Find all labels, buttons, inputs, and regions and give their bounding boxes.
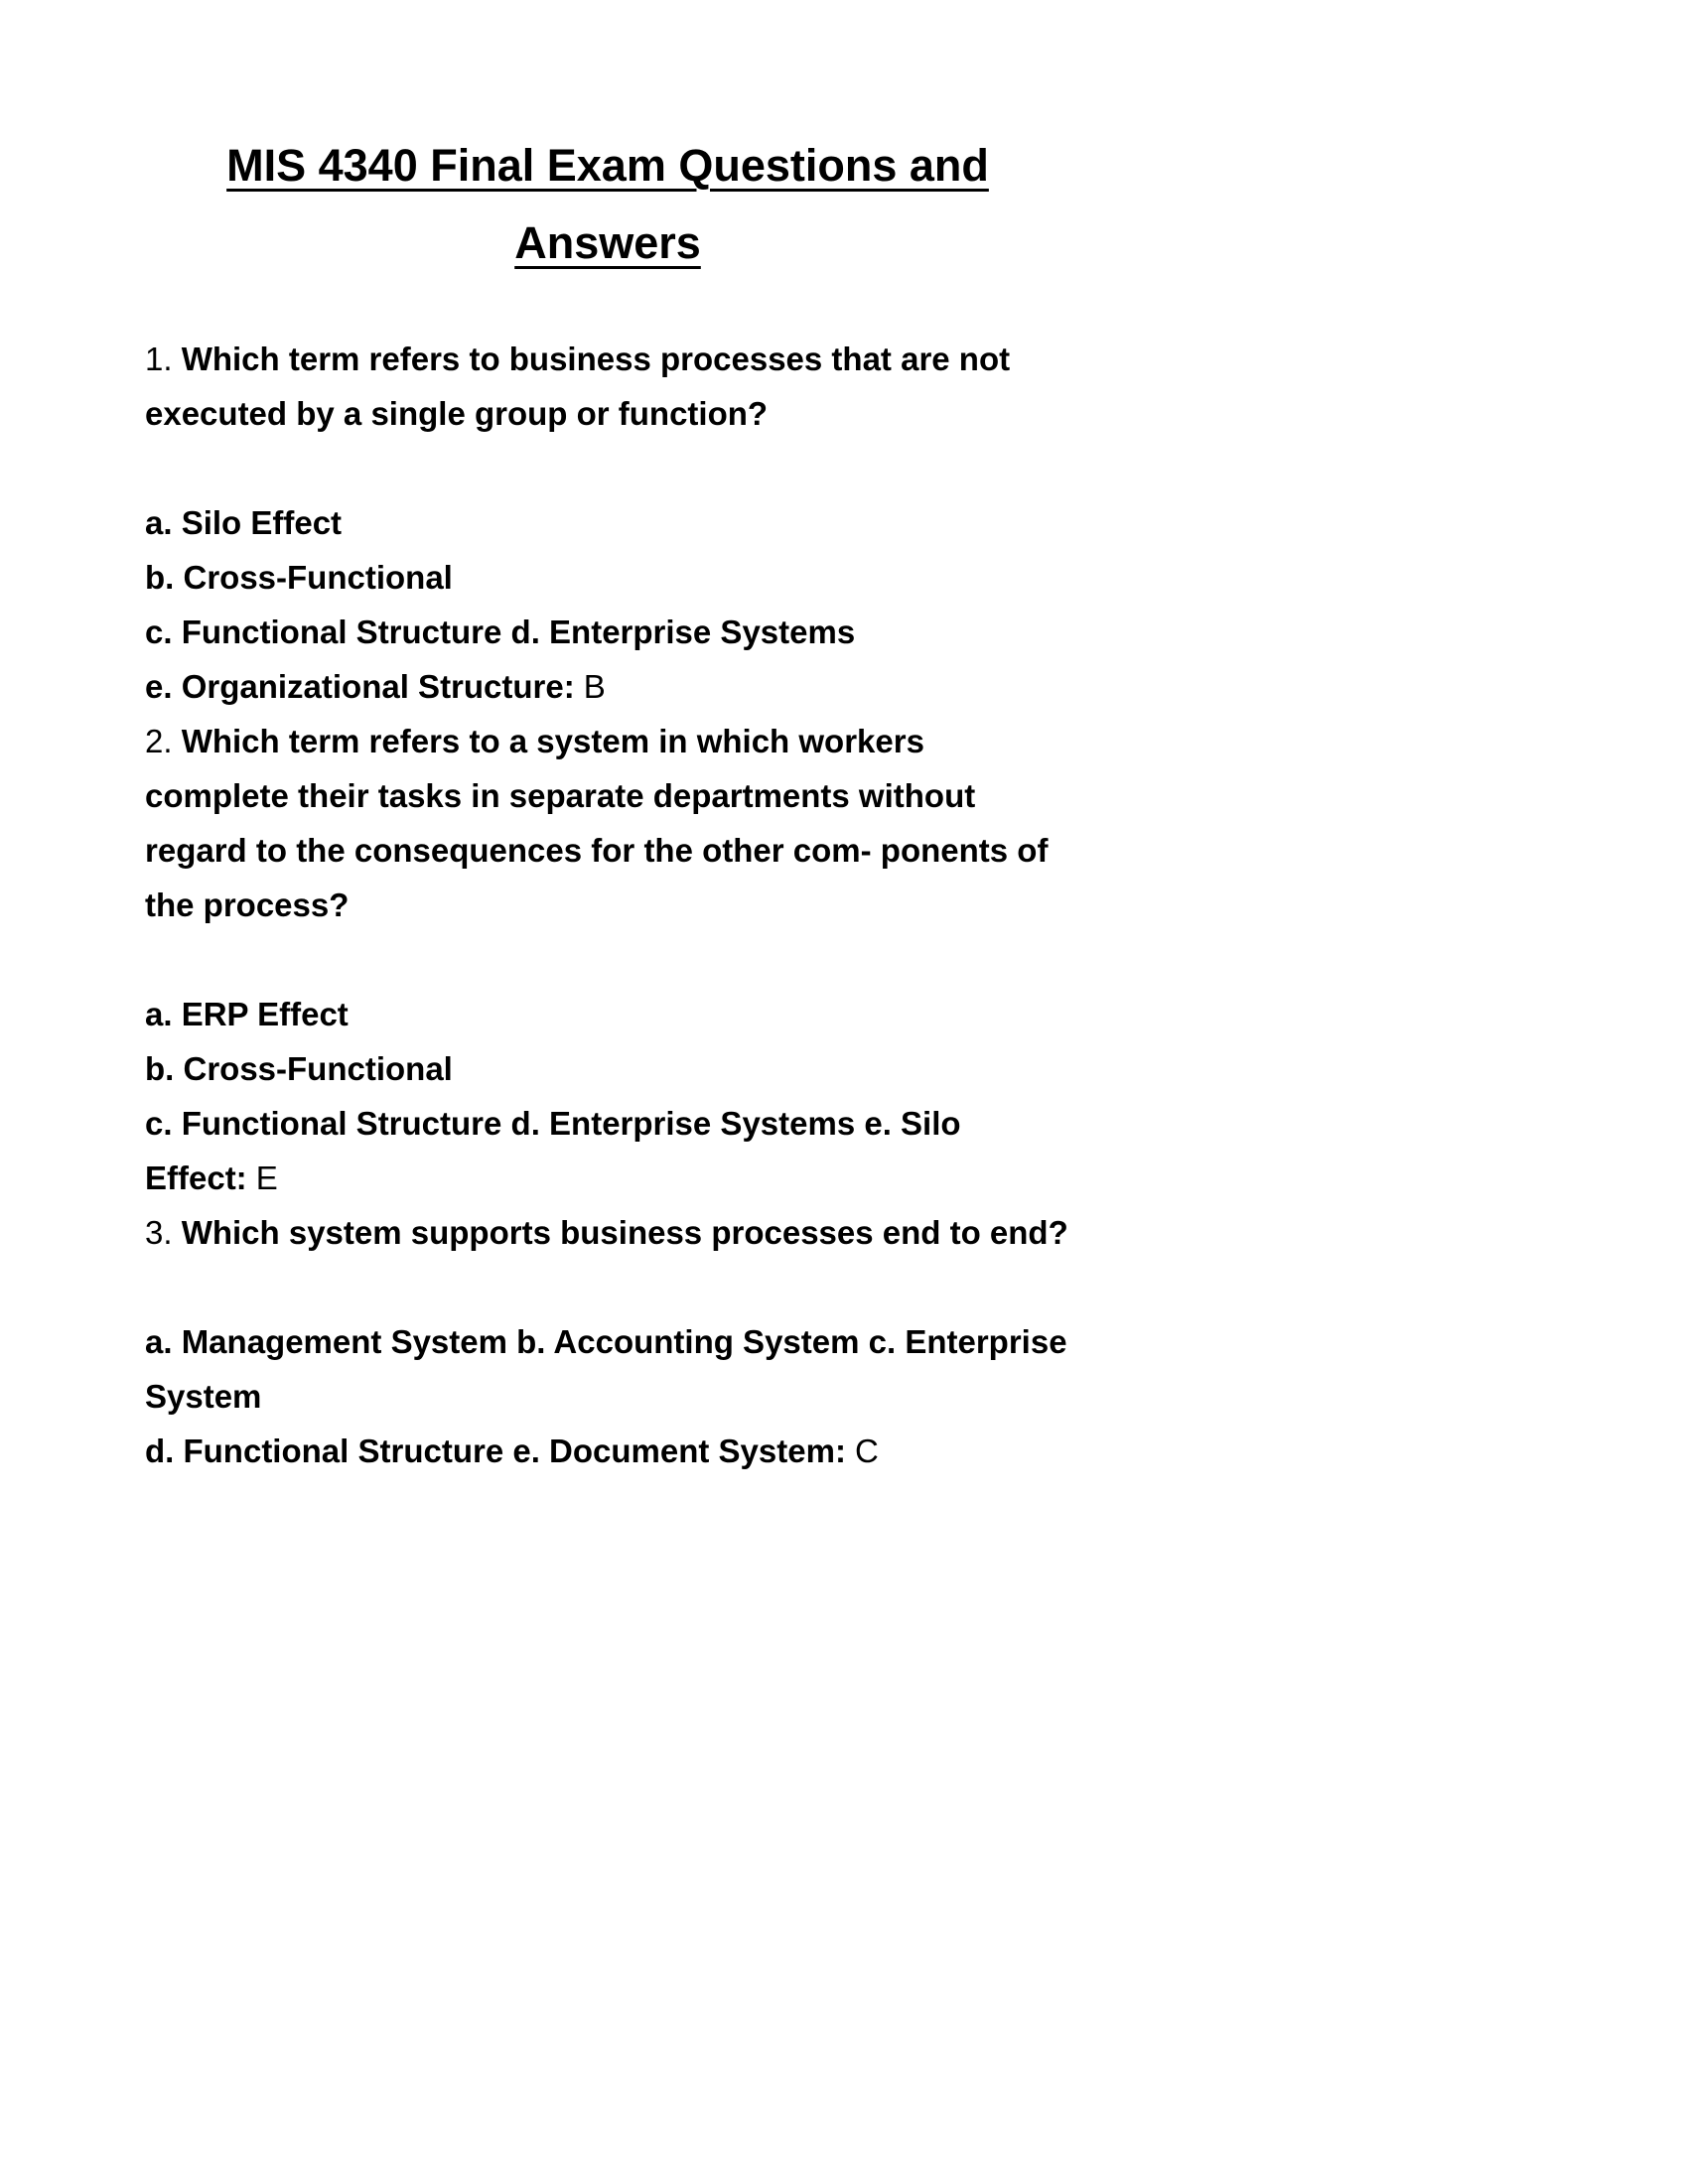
option-line: b. Cross-Functional — [145, 559, 453, 596]
option-text: c. Functional Structure d. Enterprise Systems e. Silo Effect: — [145, 1105, 961, 1196]
answer-letter: B — [583, 668, 606, 705]
option-line — [145, 659, 1070, 714]
option-line: a. Silo Effect — [145, 504, 343, 541]
answer-letter: C — [854, 1433, 879, 1469]
title-line-1: MIS 4340 Final Exam Questions and — [226, 140, 989, 191]
answer-letter: E — [255, 1160, 278, 1196]
option-text: d. Functional Structure e. Document System: — [145, 1433, 846, 1469]
question-2-body: Which term refers to a system in which workers complete their tasks in separate departments without regard to the consequences for the other com- ponents of the process? — [145, 723, 1049, 923]
question-2-options — [145, 987, 1070, 1205]
question-2-text — [145, 714, 1070, 932]
title-line-2: Answers — [514, 217, 701, 268]
document-title — [145, 127, 1070, 282]
question-3-number: 3. — [145, 1214, 173, 1251]
option-text: e. Organizational Structure: — [145, 668, 575, 705]
option-line: a. ERP Effect — [145, 996, 349, 1032]
question-block-2 — [145, 714, 1070, 1205]
question-2-number: 2. — [145, 723, 173, 759]
option-line — [145, 1424, 1070, 1478]
question-1-text — [145, 332, 1070, 441]
document-content — [145, 127, 1070, 1478]
option-line: a. Management System b. Accounting System c. Enterprise System — [145, 1323, 1067, 1415]
question-3-body: Which system supports business processes end to end? — [181, 1214, 1068, 1251]
question-1-body: Which term refers to business processes that are not executed by a single group or function? — [145, 341, 1011, 432]
question-1-number: 1. — [145, 341, 173, 377]
question-3-text — [145, 1205, 1070, 1260]
question-block-3 — [145, 1205, 1070, 1478]
question-3-options — [145, 1314, 1070, 1478]
question-block-1 — [145, 332, 1070, 714]
question-1-options — [145, 495, 1070, 714]
option-line: c. Functional Structure d. Enterprise Systems — [145, 614, 856, 650]
option-line: b. Cross-Functional — [145, 1050, 453, 1087]
option-line — [145, 1096, 1070, 1205]
